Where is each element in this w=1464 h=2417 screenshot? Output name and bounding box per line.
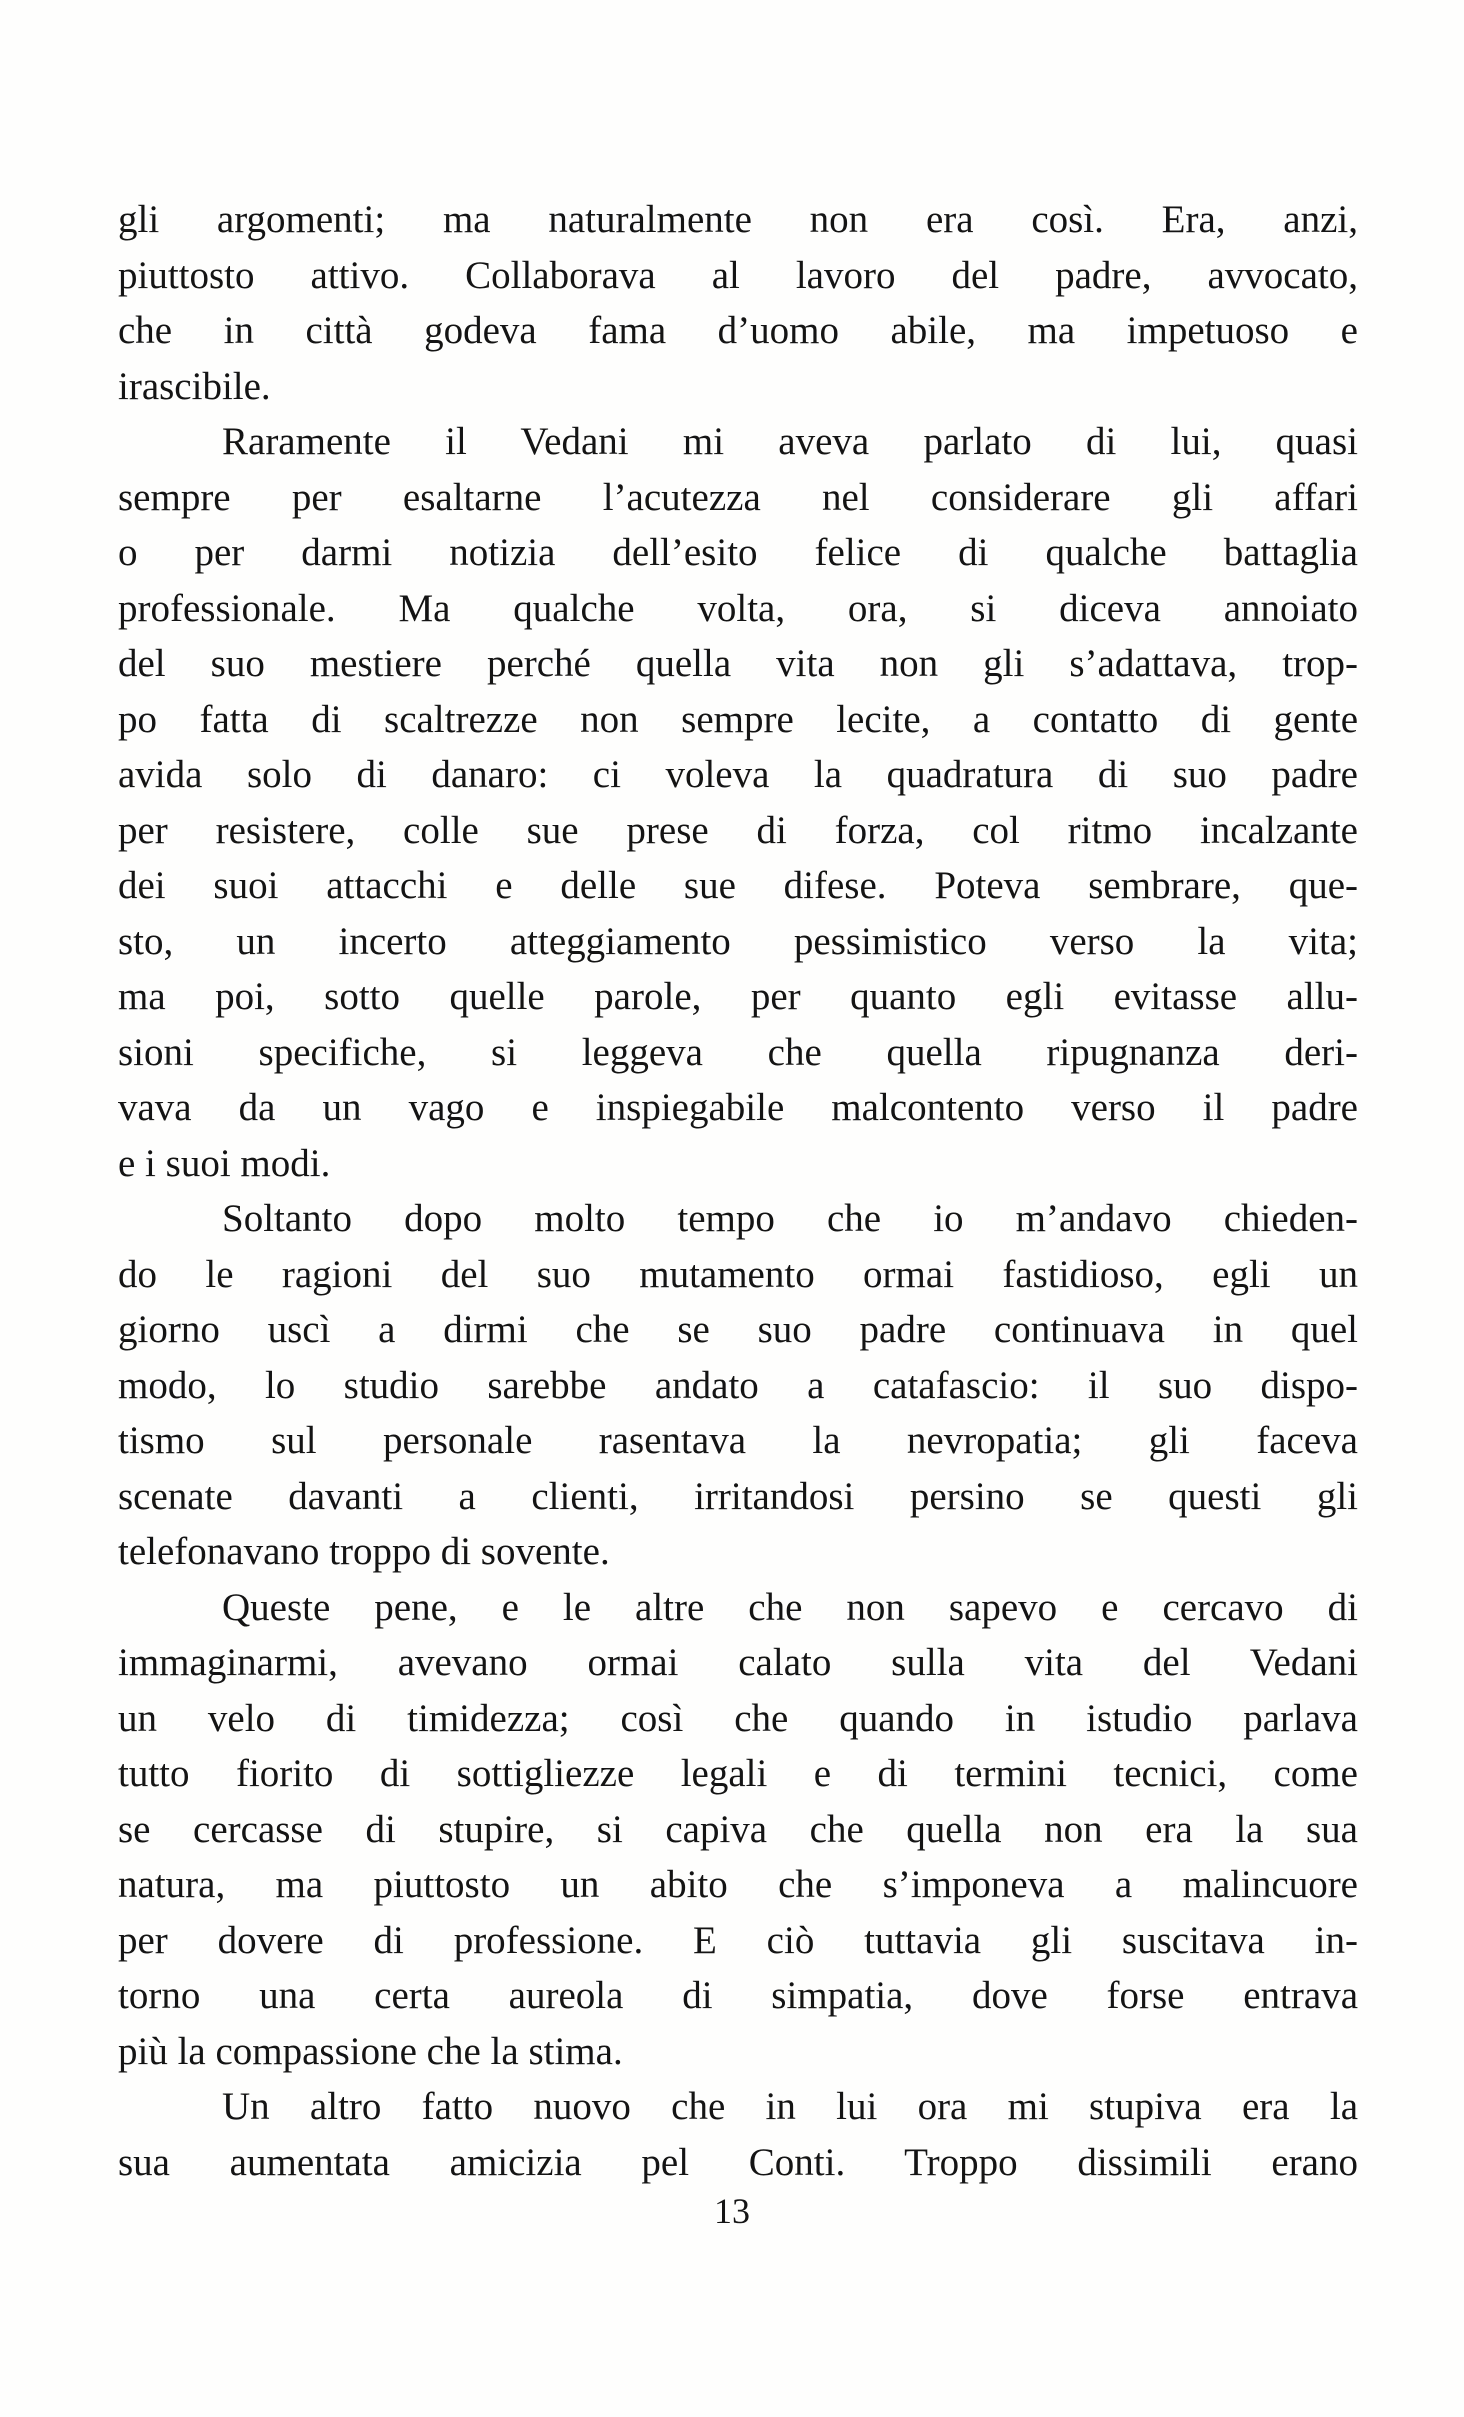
page-number: 13 (714, 2191, 750, 2231)
text-line: natura, ma piuttosto un abito che s’imponeva a malincuore (118, 1863, 1358, 1906)
text-line: ma poi, sotto quelle parole, per quanto egli evitasse allu- (118, 975, 1358, 1018)
text-line: sua aumentata amicizia pel Conti. Troppo dissimili erano (118, 2140, 1358, 2184)
text-line: o per darmi notizia dell’esito felice di qualche battaglia (118, 531, 1358, 574)
text-line: professionale. Ma qualche volta, ora, si diceva annoiato (118, 586, 1358, 630)
paragraph-first-line: Raramente il Vedani mi aveva parlato di lui, quasi (222, 420, 1358, 463)
paragraph-first-line: Un altro fatto nuovo che in lui ora mi stupiva era la (222, 2085, 1358, 2128)
text-line: po fatta di scaltrezze non sempre lecite, a contatto di gente (118, 697, 1358, 741)
text-line: per dovere di professione. E ciò tuttavia gli suscitava in- (118, 1918, 1358, 1962)
text-line: telefonavano troppo di sovente. (118, 1530, 610, 1573)
text-line: sempre per esaltarne l’acutezza nel considerare gli affari (118, 475, 1358, 519)
text-line: do le ragioni del suo mutamento ormai fastidioso, egli un (118, 1252, 1358, 1296)
text-line: modo, lo studio sarebbe andato a catafascio: il suo dispo- (118, 1363, 1358, 1407)
text-line: del suo mestiere perché quella vita non gli s’adattava, trop- (118, 642, 1358, 685)
text-line: torno una certa aureola di simpatia, dove forse entrava (118, 1974, 1358, 2017)
text-line: dei suoi attacchi e delle sue difese. Poteva sembrare, que- (118, 864, 1358, 907)
text-line: sto, un incerto atteggiamento pessimistico verso la vita; (118, 919, 1358, 963)
text-line: e i suoi modi. (118, 1141, 331, 1185)
text-line: tismo sul personale rasentava la nevropatia; gli faceva (118, 1419, 1358, 1462)
text-line: per resistere, colle sue prese di forza, col ritmo incalzante (118, 808, 1358, 852)
text-line: piuttosto attivo. Collaborava al lavoro del padre, avvocato, (118, 253, 1358, 297)
body-text (118, 192, 1358, 2190)
text-line: giorno uscì a dirmi che se suo padre continuava in quel (118, 1308, 1358, 1351)
text-line: vava da un vago e inspiegabile malcontento verso il padre (118, 1086, 1358, 1129)
text-line: che in città godeva fama d’uomo abile, ma impetuoso e (118, 309, 1358, 352)
text-line: sioni specifiche, si leggeva che quella ripugnanza deri- (118, 1030, 1358, 1074)
text-line: immaginarmi, avevano ormai calato sulla vita del Vedani (118, 1641, 1358, 1684)
paragraph-first-line: Queste pene, e le altre che non sapevo e cercavo di (222, 1585, 1358, 1629)
text-line: gli argomenti; ma naturalmente non era così. Era, anzi, (118, 198, 1358, 241)
text-line: irascibile. (118, 364, 271, 408)
text-line: se cercasse di stupire, si capiva che quella non era la sua (118, 1807, 1358, 1851)
paragraph-first-line: Soltanto dopo molto tempo che io m’andavo chieden- (222, 1197, 1358, 1240)
text-line: tutto fiorito di sottigliezze legali e di termini tecnici, come (118, 1752, 1358, 1795)
text-line: avida solo di danaro: ci voleva la quadratura di suo padre (118, 753, 1358, 796)
text-line: un velo di timidezza; così che quando in istudio parlava (118, 1696, 1358, 1740)
text-line: più la compassione che la stima. (118, 2029, 623, 2073)
text-line: scenate davanti a clienti, irritandosi persino se questi gli (118, 1474, 1358, 1518)
